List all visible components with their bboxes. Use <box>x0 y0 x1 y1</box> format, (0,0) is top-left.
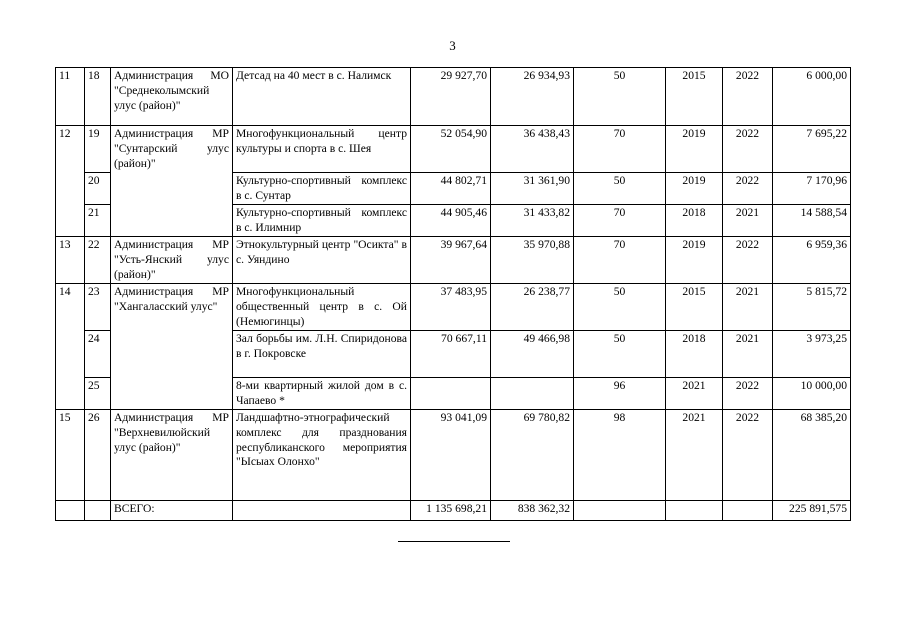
item-number: 25 <box>85 378 111 410</box>
empty-cell <box>85 501 111 521</box>
financing-cell: 31 361,90 <box>491 173 574 205</box>
capacity-cell: 50 <box>574 68 666 126</box>
object-cell: Детсад на 40 мест в с. Налимск <box>233 68 411 126</box>
end-year-cell: 2021 <box>723 331 773 378</box>
group-number: 13 <box>56 237 85 284</box>
administration-cell: Администрация МО "Среднеколымский улус (район)" <box>111 68 233 126</box>
start-year-cell: 2021 <box>666 410 723 501</box>
table-row <box>56 68 851 126</box>
item-number: 19 <box>85 126 111 173</box>
item-number: 26 <box>85 410 111 501</box>
table-row <box>56 284 851 331</box>
administration-cell: Администрация МР "Хангаласский улус" <box>111 284 233 410</box>
object-cell: Многофункциональный центр культуры и спорта в с. Шея <box>233 126 411 173</box>
financing-cell: 26 934,93 <box>491 68 574 126</box>
table-row <box>56 126 851 173</box>
amount-cell: 6 000,00 <box>773 68 851 126</box>
administration-cell: Администрация МР "Усть-Янский улус (район)" <box>111 237 233 284</box>
amount-cell: 5 815,72 <box>773 284 851 331</box>
total-cost-cell: 52 054,90 <box>411 126 491 173</box>
total-cost-cell: 44 905,46 <box>411 205 491 237</box>
total-cost-cell: 37 483,95 <box>411 284 491 331</box>
empty-cell <box>666 501 723 521</box>
object-cell: Культурно-спортивный комплекс в с. Сунтар <box>233 173 411 205</box>
start-year-cell: 2019 <box>666 237 723 284</box>
capacity-cell: 96 <box>574 378 666 410</box>
object-cell: Зал борьбы им. Л.Н. Спиридонова в г. Покровске <box>233 331 411 378</box>
amount-cell: 6 959,36 <box>773 237 851 284</box>
item-number: 21 <box>85 205 111 237</box>
object-cell: 8-ми квартирный жилой дом в с. Чапаево * <box>233 378 411 410</box>
total-cost-cell: 93 041,09 <box>411 410 491 501</box>
financing-sum: 838 362,32 <box>491 501 574 521</box>
group-number: 15 <box>56 410 85 501</box>
item-number: 18 <box>85 68 111 126</box>
end-year-cell: 2022 <box>723 173 773 205</box>
objects-table <box>55 67 851 521</box>
table-row <box>56 410 851 501</box>
start-year-cell: 2019 <box>666 126 723 173</box>
object-cell: Этнокультурный центр "Осикта" в с. Уяндино <box>233 237 411 284</box>
administration-cell: Администрация МР "Верхневилюйский улус (район)" <box>111 410 233 501</box>
total-cost-sum: 1 135 698,21 <box>411 501 491 521</box>
empty-cell <box>574 501 666 521</box>
end-year-cell: 2021 <box>723 284 773 331</box>
capacity-cell: 50 <box>574 331 666 378</box>
start-year-cell: 2018 <box>666 205 723 237</box>
object-cell: Многофункциональный общественный центр в с. Ой (Немюгинцы) <box>233 284 411 331</box>
capacity-cell: 70 <box>574 126 666 173</box>
empty-cell <box>723 501 773 521</box>
financing-cell: 31 433,82 <box>491 205 574 237</box>
financing-cell: 49 466,98 <box>491 331 574 378</box>
end-year-cell: 2021 <box>723 205 773 237</box>
end-year-cell: 2022 <box>723 410 773 501</box>
amount-cell: 10 000,00 <box>773 378 851 410</box>
item-number: 20 <box>85 173 111 205</box>
empty-cell <box>56 501 85 521</box>
group-number: 12 <box>56 126 85 237</box>
start-year-cell: 2018 <box>666 331 723 378</box>
total-cost-cell: 44 802,71 <box>411 173 491 205</box>
capacity-cell: 50 <box>574 173 666 205</box>
financing-cell: 26 238,77 <box>491 284 574 331</box>
group-number: 11 <box>56 68 85 126</box>
amount-cell: 68 385,20 <box>773 410 851 501</box>
end-year-cell: 2022 <box>723 237 773 284</box>
total-cost-cell: 29 927,70 <box>411 68 491 126</box>
total-cost-cell <box>411 378 491 410</box>
empty-cell <box>233 501 411 521</box>
item-number: 22 <box>85 237 111 284</box>
page-number: 3 <box>449 38 456 53</box>
financing-cell: 36 438,43 <box>491 126 574 173</box>
amount-sum: 225 891,575 <box>773 501 851 521</box>
capacity-cell: 70 <box>574 237 666 284</box>
amount-cell: 14 588,54 <box>773 205 851 237</box>
capacity-cell: 98 <box>574 410 666 501</box>
item-number: 23 <box>85 284 111 331</box>
capacity-cell: 50 <box>574 284 666 331</box>
total-row <box>56 501 851 521</box>
end-year-cell: 2022 <box>723 126 773 173</box>
total-cost-cell: 70 667,11 <box>411 331 491 378</box>
amount-cell: 3 973,25 <box>773 331 851 378</box>
table-row <box>56 237 851 284</box>
end-year-cell: 2022 <box>723 68 773 126</box>
amount-cell: 7 695,22 <box>773 126 851 173</box>
footer-rule <box>398 541 510 542</box>
capacity-cell: 70 <box>574 205 666 237</box>
financing-cell <box>491 378 574 410</box>
total-cost-cell: 39 967,64 <box>411 237 491 284</box>
financing-cell: 35 970,88 <box>491 237 574 284</box>
object-cell: Ландшафтно-этнографический комплекс для празднования республиканского мероприятия "Ысыах Олонхо" <box>233 410 411 501</box>
financing-cell: 69 780,82 <box>491 410 574 501</box>
group-number: 14 <box>56 284 85 410</box>
start-year-cell: 2019 <box>666 173 723 205</box>
start-year-cell: 2015 <box>666 68 723 126</box>
administration-cell: Администрация МР "Сунтарский улус (район)" <box>111 126 233 237</box>
end-year-cell: 2022 <box>723 378 773 410</box>
start-year-cell: 2021 <box>666 378 723 410</box>
start-year-cell: 2015 <box>666 284 723 331</box>
amount-cell: 7 170,96 <box>773 173 851 205</box>
object-cell: Культурно-спортивный комплекс в с. Илимнир <box>233 205 411 237</box>
total-label: ВСЕГО: <box>111 501 233 521</box>
item-number: 24 <box>85 331 111 378</box>
